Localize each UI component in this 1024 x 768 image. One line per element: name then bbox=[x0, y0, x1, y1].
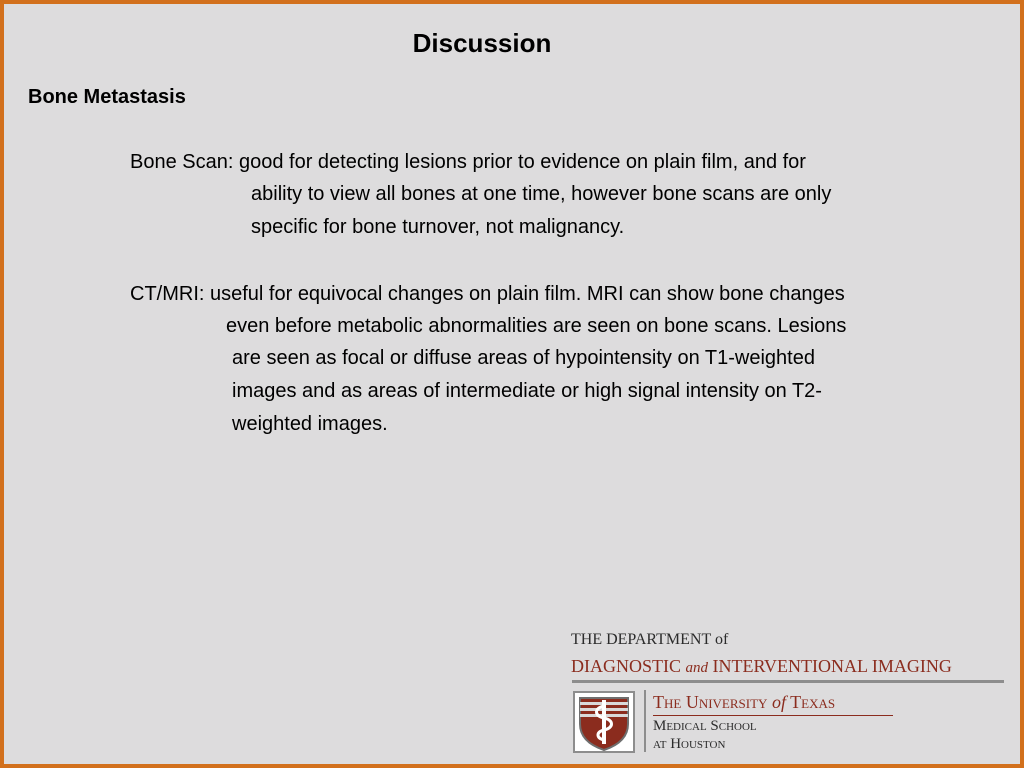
university-of-text: of bbox=[771, 692, 786, 712]
houston-line: at Houston bbox=[653, 736, 726, 752]
department-line-1: THE DEPARTMENT of bbox=[571, 631, 729, 648]
ct-mri-line-4: images and as areas of intermediate or high signal intensity on T2- bbox=[232, 380, 822, 402]
bone-scan-line-3: specific for bone turnover, not malignancy. bbox=[251, 216, 625, 238]
university-text-b: Texas bbox=[790, 692, 836, 712]
medical-school-line: Medical School bbox=[653, 718, 757, 734]
ct-mri-line-1: CT/MRI: useful for equivocal changes on plain film. MRI can show bone changes bbox=[130, 283, 845, 305]
logo-divider-vertical bbox=[644, 690, 646, 752]
department-line-2 bbox=[571, 656, 952, 677]
bone-scan-line-2: ability to view all bones at one time, however bone scans are only bbox=[251, 183, 832, 205]
ct-mri-line-3: are seen as focal or diffuse areas of hypointensity on T1-weighted bbox=[232, 347, 815, 369]
ct-mri-line-5: weighted images. bbox=[232, 413, 388, 435]
university-name bbox=[653, 692, 835, 713]
university-text-a: The University bbox=[653, 692, 768, 712]
bone-scan-line-1: Bone Scan: good for detecting lesions prior to evidence on plain film, and for bbox=[130, 151, 806, 173]
dept-interventional-text: INTERVENTIONAL IMAGING bbox=[712, 656, 952, 676]
university-underline bbox=[653, 715, 893, 716]
university-seal-icon bbox=[572, 690, 636, 754]
section-heading: Bone Metastasis bbox=[28, 86, 186, 108]
ct-mri-line-2: even before metabolic abnormalities are seen on bone scans. Lesions bbox=[226, 315, 847, 337]
slide-title: Discussion bbox=[412, 28, 552, 58]
dept-and-text: and bbox=[685, 660, 708, 676]
dept-diagnostic-text: DIAGNOSTIC bbox=[571, 656, 681, 676]
logo-divider-horizontal bbox=[572, 680, 1004, 683]
